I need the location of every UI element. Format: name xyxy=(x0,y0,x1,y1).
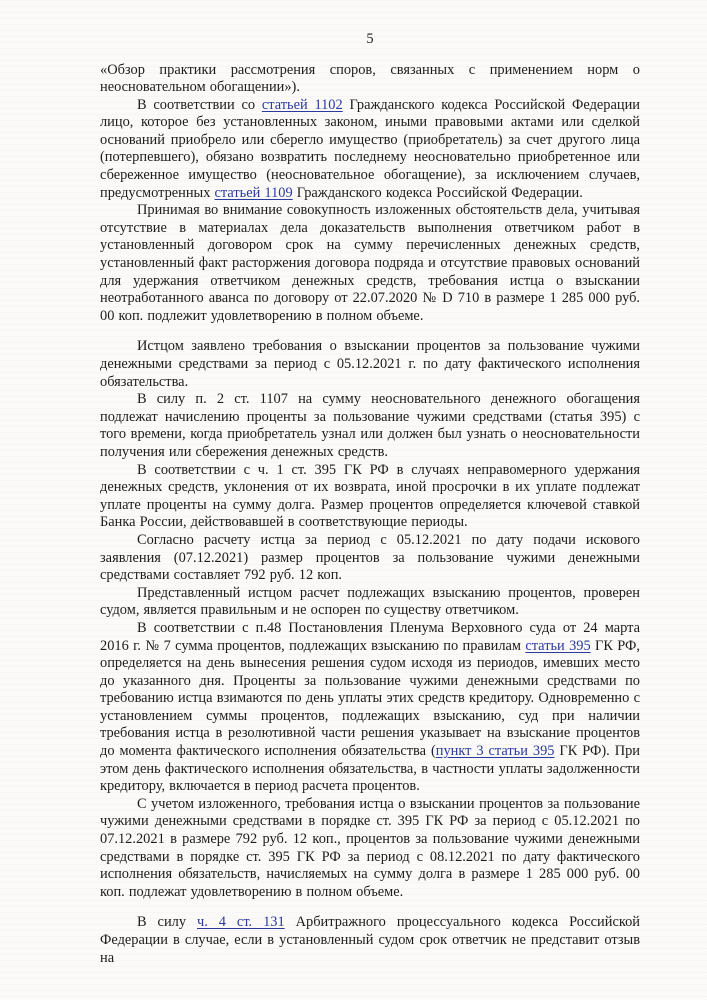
paragraph: Представленный истцом расчет подлежащих взысканию процентов, проверен судом, является правильным и не оспорен по существу ответчиком. xyxy=(100,584,640,619)
paragraph: «Обзор практики рассмотрения споров, связанных с применением норм о неосновательном обогащении»). xyxy=(100,61,640,96)
document-body xyxy=(100,62,640,968)
document-content xyxy=(100,31,640,967)
paragraph: В силу ч. 4 ст. 131 Арбитражного процессуального кодекса Российской Федерации в случае, если в установленный судом срок ответчик не представит отзыв на xyxy=(100,914,641,966)
paragraph: Согласно расчету истца за период с 05.12.2021 по дату подачи искового заявления (07.12.2021) размер процентов за пользование чужими денежными средствами составляет 792 руб. 12 коп. xyxy=(100,531,640,584)
paragraph: С учетом изложенного, требования истца о взыскании процентов за пользование чужими денежными средствами в порядке ст. 395 ГК РФ за период с 05.12.2021 по 07.12.2021 в размере 792 руб. 12 коп., процентов за пользование чужими денежными средствами в порядке ст. 395 ГК РФ за период с 08.12.2021 по дату фактического исполнения обязательств, начисляемых на сумму долга в размере 1 285 000 руб. 00 коп. подлежат удовлетворению в полном объеме. xyxy=(100,795,640,900)
paragraph: В соответствии с ч. 1 ст. 395 ГК РФ в случаях неправомерного удержания денежных средств, уклонения от их возврата, иной просрочки в их уплате подлежат уплате проценты на сумму долга. Размер процентов определяется ключевой ставкой Банка России, действовавшей в соответствующие периоды. xyxy=(100,461,640,531)
statute-link[interactable]: пункт 3 статьи 395 xyxy=(435,743,555,760)
paragraph: Истцом заявлено требования о взыскании процентов за пользование чужими денежными средствами за период с 05.12.2021 г. по дату фактического исполнения обязательства. xyxy=(100,338,640,390)
statute-link[interactable]: статьи 395 xyxy=(525,637,591,654)
paragraph: В соответствии с п.48 Постановления Пленума Верховного суда от 24 марта 2016 г. № 7 сумма процентов, подлежащих взысканию по правилам статьи 395 ГК РФ, определяется на день вынесения решения судом исходя из периодов, имевших место до указанного дня. Проценты за пользование чужими денежными средствами по требованию истца взимаются по день уплаты этих средств кредитору. Одновременно с установлением суммы процентов, подлежащих взысканию, суд при наличии требования истца в резолютивной части решения указывает на взыскание процентов до момента фактического исполнения обязательства (пункт 3 статьи 395 ГК РФ). При этом день фактического исполнения обязательства, в частности уплаты задолженности кредитору, включается в период расчета процентов. xyxy=(100,619,641,795)
statute-link[interactable]: статьей 1109 xyxy=(214,184,293,201)
page-number: 5 xyxy=(366,31,374,47)
paragraph: Принимая во внимание совокупность изложенных обстоятельств дела, учитывая отсутствие в материалах дела доказательств выполнения ответчиком работ в установленный договором срок на сумму перечисленных денежных средств, установленный факт расторжения договора подряда и отсутствие правовых оснований для удержания ответчиком денежных средств, требования истца о взыскании неотработанного аванса по договору от 22.07.2020 № D 710 в размере 1 285 000 руб. 00 коп. подлежит удовлетворению в полном объеме. xyxy=(100,202,640,324)
statute-link[interactable]: ч. 4 ст. 131 xyxy=(196,914,285,931)
paragraph: В соответствии со статьей 1102 Гражданского кодекса Российской Федерации лицо, которое без установленных законом, иными правовыми актами или сделкой оснований приобрело или сберегло имущество (приобретатель) за счет другого лица (потерпевшего), обязано возвратить последнему неосновательно приобретенное или сбереженное имущество (неосновательное обогащение), за исключением случаев, предусмотренных статьей 1109 Гражданского кодекса Российской Федерации. xyxy=(100,96,640,201)
statute-link[interactable]: статьей 1102 xyxy=(261,96,343,113)
paragraph: В силу п. 2 ст. 1107 на сумму неосновательного денежного обогащения подлежат начислению проценты за пользование чужими средствами (статья 395) с того времени, когда приобретатель узнал или должен был узнать о неосновательности получения или сбережения денежных средств. xyxy=(100,391,640,460)
